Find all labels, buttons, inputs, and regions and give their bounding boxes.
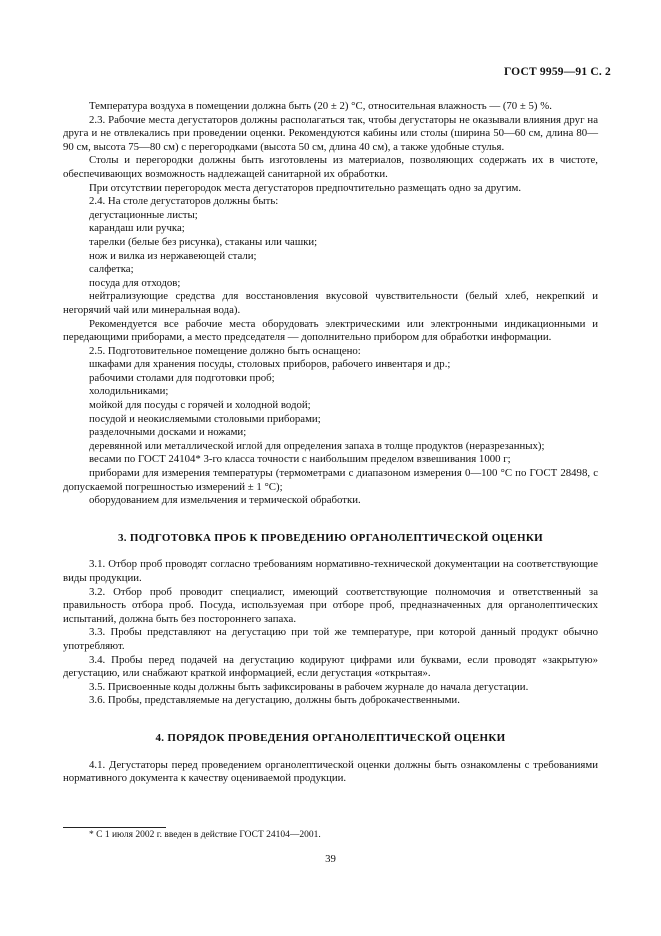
body-text [63,100,598,786]
list-item: шкафами для хранения посуды, столовых приборов, рабочего инвентаря и др.; [89,358,451,371]
paragraph: 2.3. Рабочие места дегустаторов должны располагаться так, чтобы дегустаторы не оказывали влияния друг на друга и не отвлекались при проведении оценки. Рекомендуются кабины или столы (ширина 50—60 см, длина 80—90 см, высота 75—80 см) с перегородками (высота 50 см, длина 40 см), а также удобные стулья. [63,113,598,153]
paragraph: 3.4. Пробы перед подачей на дегустацию кодируют цифрами или буквами, если проводят «закрытую» дегустацию, или снабжают краткой информацией, если дегустация «открытая». [63,653,598,680]
section-4-heading: 4. ПОРЯДОК ПРОВЕДЕНИЯ ОРГАНОЛЕПТИЧЕСКОЙ ОЦЕНКИ [155,731,506,744]
list-item: нож и вилка из нержавеющей стали; [89,249,257,262]
list-item: мойкой для посуды с горячей и холодной водой; [89,399,311,412]
list-item: дегустационные листы; [89,208,198,221]
footnote-divider [63,827,166,828]
paragraph: 2.5. Подготовительное помещение должно быть оснащено: [89,344,361,357]
paragraph: 3.3. Пробы представляют на дегустацию при той же температуре, при которой данный продукт обычно употребляют. [63,626,598,652]
paragraph: 4.1. Дегустаторы перед проведением органолептической оценки должны быть ознакомлены с требованиями нормативного документа к качеству оцениваемой продукции. [63,758,598,785]
list-item: салфетка; [89,263,134,276]
list-item: холодильниками; [89,385,169,398]
list-item: карандаш или ручка; [89,222,185,235]
paragraph: 3.5. Присвоенные коды должны быть зафиксированы в рабочем журнале до начала дегустации. [89,680,529,693]
paragraph: 3.1. Отбор проб проводят согласно требованиям нормативно-технической документации на соответствующие виды продукции. [63,558,598,584]
list-item: оборудованием для измельчения и термической обработки. [89,494,361,507]
paragraph: 3.2. Отбор проб проводит специалист, имеющий соответствующие полномочия и ответственный за правильность отбора проб. Посуда, используемая при отборе проб, предназначенных для органолептических испытаний, должна быть без постороннего запаха. [63,585,598,625]
list-item: разделочными досками и ножами; [89,426,247,439]
list-item: приборами для измерения температуры (термометрами с диапазоном измерения 0—100 °С по ГОСТ 28498, с допускаемой погрешностью измерений ± 1 °С); [63,467,598,493]
footnote: * С 1 июля 2002 г. введен в действие ГОСТ 24104—2001. [89,830,321,840]
section-3-heading: 3. ПОДГОТОВКА ПРОБ К ПРОВЕДЕНИЮ ОРГАНОЛЕПТИЧЕСКОЙ ОЦЕНКИ [117,531,544,544]
list-item: тарелки (белые без рисунка), стаканы или чашки; [89,235,318,248]
page-header: ГОСТ 9959—91 С. 2 [503,66,611,78]
list-item: весами по ГОСТ 24104* 3-го класса точности с наибольшим пределом взвешивания 1000 г; [89,453,511,466]
paragraph: Рекомендуется все рабочие места оборудовать электрическими или электронными индикационными и передающими приборами, а место председателя — дополнительно прибором для обработки информации. [63,317,598,344]
list-item: деревянной или металлической иглой для определения запаха в толще продуктов (неразрезанных); [89,439,545,452]
paragraph: При отсутствии перегородок места дегустаторов предпочтительно размещать одно за другим. [89,181,522,194]
paragraph: Температура воздуха в помещении должна быть (20 ± 2) °С, относительная влажность — (70 ± 5) %. [89,100,552,112]
list-item: посуда для отходов; [89,276,181,289]
paragraph: 2.4. На столе дегустаторов должны быть: [89,195,279,208]
paragraph: Столы и перегородки должны быть изготовлены из материалов, позволяющих содержать их в чистоте, обеспечивающих возможность надлежащей санитарной их обработки. [63,154,598,180]
list-item: рабочими столами для подготовки проб; [89,371,275,384]
list-item: нейтрализующие средства для восстановления вкусовой чувствительности (белый хлеб, некрепкий и негорячий чай или минеральная вода). [63,290,598,316]
list-item: посудой и неокисляемыми столовыми приборами; [89,412,321,425]
paragraph: 3.6. Пробы, представляемые на дегустацию, должны быть доброкачественными. [89,694,460,707]
page-number: 39 [325,853,336,865]
